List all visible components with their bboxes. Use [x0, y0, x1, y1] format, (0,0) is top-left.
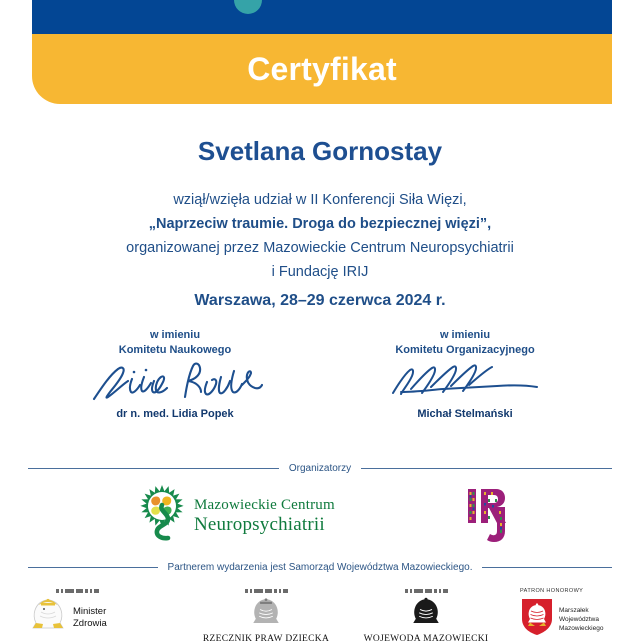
marszalek-line3: Mazowieckiego: [559, 625, 604, 632]
signature-block-organizing-committee: [350, 328, 580, 420]
mcn-tree-icon: [138, 483, 186, 546]
divider-line-right: [361, 468, 612, 469]
footer-logo-rzecznik-praw-dziecka: [196, 588, 336, 644]
rzeczpospolita-microtext: [56, 588, 107, 593]
rzeczpospolita-microtext: [356, 588, 496, 593]
signature-role-line2: Komitetu Organizacyjnego: [395, 344, 535, 356]
place-and-date: Warszawa, 28–29 czerwca 2024 r.: [194, 292, 446, 309]
signature-role-line2: Komitetu Naukowego: [118, 344, 232, 356]
minister-zdrowia-label: [73, 606, 107, 630]
signature-name-lidia-popek: dr n. med. Lidia Popek: [116, 408, 234, 420]
organizers-divider-label: Organizatorzy: [288, 463, 352, 474]
rzecznik-caption: RZECZNIK PRAW DZIECKA: [202, 634, 330, 644]
footer-logos-row: [0, 588, 640, 644]
divider-line-left: [28, 567, 158, 568]
black-eagle-icon: [356, 595, 496, 634]
organizer-logos-row: [28, 483, 612, 545]
certificate-title: Certyfikat: [247, 50, 397, 87]
partner-divider: [28, 562, 612, 573]
minister-label-line2: Zdrowia: [73, 617, 107, 629]
patron-honorowy-label: PATRON HONOROWY: [520, 588, 584, 594]
grey-eagle-icon: [196, 595, 336, 634]
wojewoda-caption: WOJEWODA MAZOWIECKI: [363, 634, 489, 644]
white-eagle-icon: [28, 595, 68, 640]
mcn-logo: [138, 483, 335, 546]
signature-role-line1: w imieniu: [439, 329, 491, 341]
mcn-text-line1: Mazowieckie Centrum: [194, 496, 335, 513]
red-shield-eagle-icon: [520, 597, 554, 642]
irij-logo: [464, 483, 514, 550]
footer-logo-wojewoda-mazowiecki: [356, 588, 496, 644]
marszalek-line2: Województwa: [559, 616, 599, 623]
minister-label-line1: Minister: [73, 605, 107, 617]
banner-blue-band: [32, 0, 612, 34]
body-line-1: wziął/wzięła udział w II Konferencji Siła Więzi,: [173, 192, 467, 208]
signature-block-scientific-committee: [60, 328, 290, 420]
body-line-3: organizowanej przez Mazowieckie Centrum Neuropsychiatrii: [126, 240, 514, 256]
mcn-logo-text: [194, 496, 335, 534]
header-banner: [32, 0, 612, 104]
signature-role-line1: w imieniu: [149, 329, 201, 341]
marszalek-text: [559, 606, 603, 633]
signature-row: [60, 328, 580, 420]
mcn-text-line2: Neuropsychiatrii: [194, 513, 325, 535]
rzeczpospolita-microtext: [196, 588, 336, 593]
signature-mark-lidia-popek: [60, 358, 290, 406]
certificate-body: [40, 188, 600, 284]
organizers-divider: [28, 463, 612, 474]
body-line-2-conference-title: „Naprzeciw traumie. Droga do bezpiecznej więzi”,: [148, 216, 492, 232]
recipient-name: Svetlana Gornostay: [197, 136, 443, 166]
body-line-4: i Fundację IRIJ: [271, 264, 369, 280]
marszalek-line1: Marszałek: [559, 607, 589, 614]
signature-name-michal-stelmanski: Michał Stelmański: [417, 408, 513, 420]
footer-logo-minister-zdrowia: [28, 588, 107, 640]
footer-logo-marszalek-wojewodztwa: [520, 588, 603, 642]
divider-line-right: [482, 567, 612, 568]
signature-mark-michal-stelmanski: [350, 358, 580, 406]
divider-line-left: [28, 468, 279, 469]
partner-divider-label: Partnerem wydarzenia jest Samorząd Województwa Mazowieckiego.: [167, 562, 473, 573]
